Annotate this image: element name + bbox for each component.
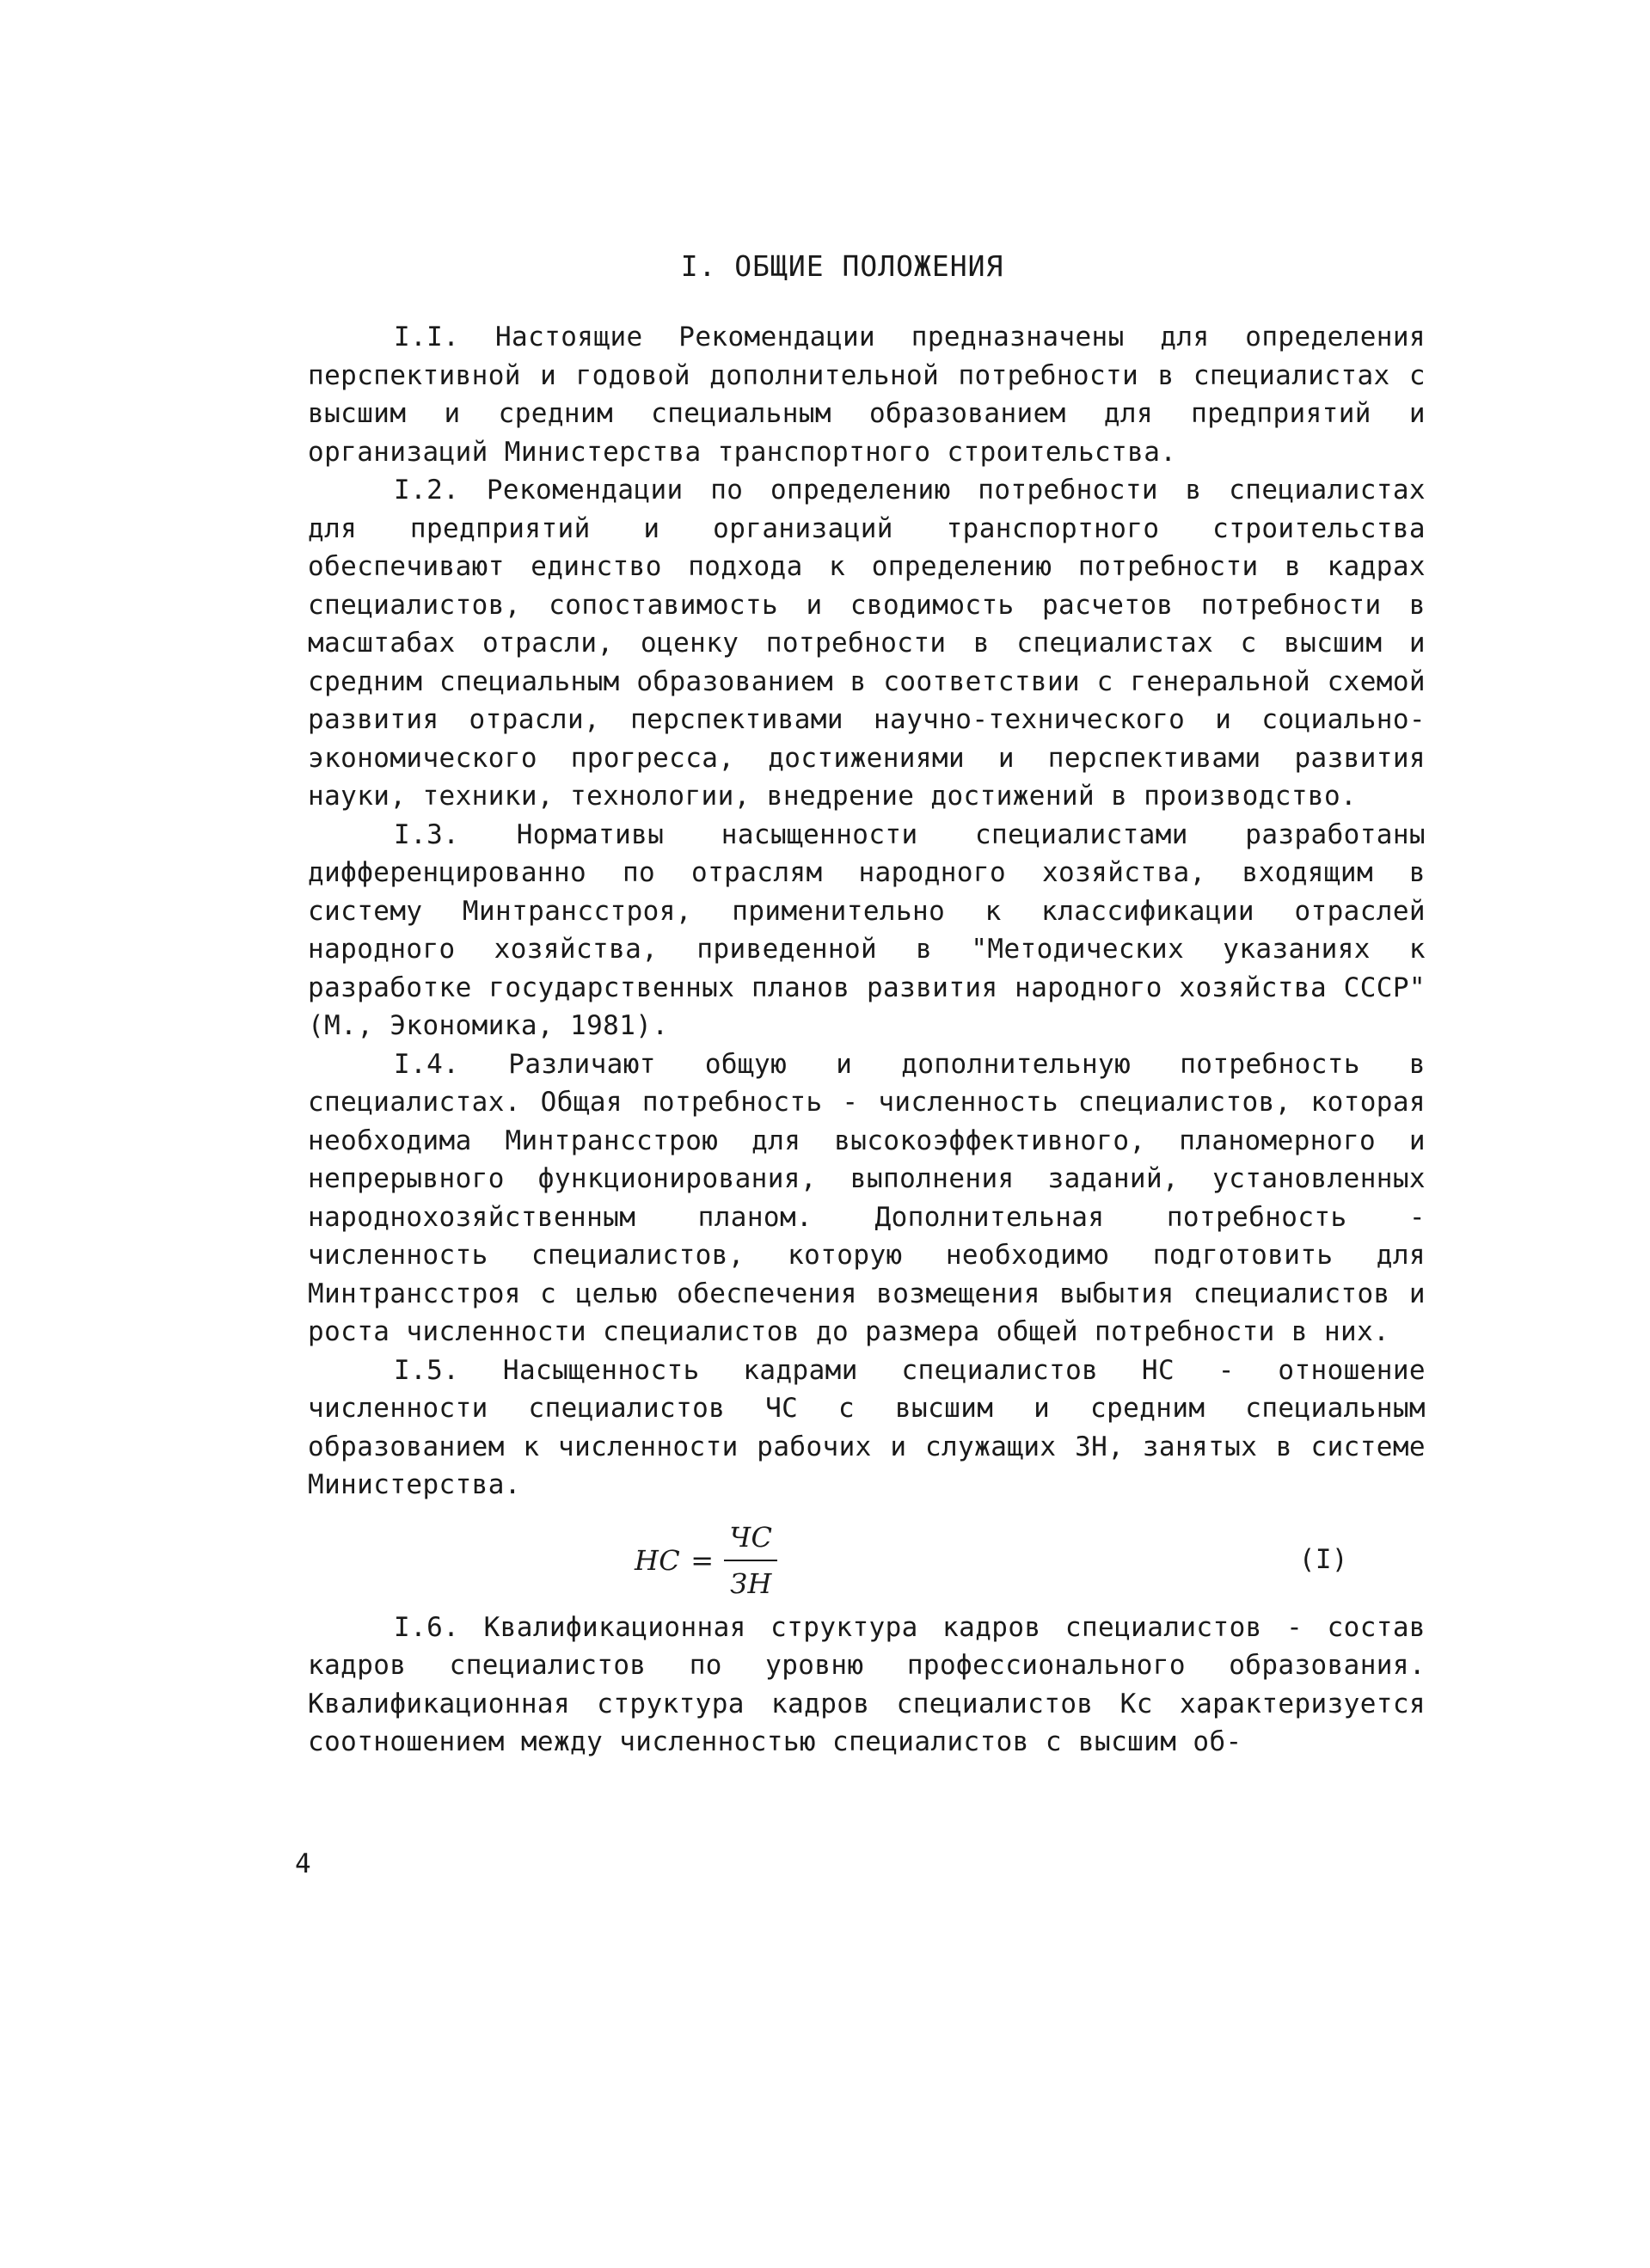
- paragraph-1-2: I.2. Рекомендации по определению потребности в специалистах для предприятий и организаций транспортного строительства обеспечивают единство подхода к определению потребности в кадрах специалистов, сопоставимость и сводимость расчетов потребности в масштабах отрасли, оценку потребности в специалистах с высшим и средним специальным образованием в соответствии с генеральной схемой развития отрасли, перспективами научно-технического и социально-экономического прогресса, достижениями и перспективами развития науки, техники, технологии, внедрение достижений в производство.: [308, 475, 1426, 812]
- paragraph-1-1: I.I. Настоящие Рекомендации предназначены для определения перспективной и годовой дополнительной потребности в специалистах с высшим и средним специальным образованием для предприятий и организаций Министерства транспортного строительства.: [308, 322, 1426, 468]
- section-heading: I. ОБЩИЕ ПОЛОЖЕНИЯ: [680, 249, 1004, 283]
- paragraph-1-3: I.3. Нормативы насыщенности специалистами разработаны дифференцированно по отраслям народного хозяйства, входящим в систему Минтрансстроя, применительно к классификации отраслей народного хозяйства, приведенной в "Методических указаниях к разработке государственных планов развития народного хозяйства СССР" (М., Экономика, 1981).: [308, 818, 1426, 1041]
- formula-block: [308, 1508, 1426, 1607]
- paragraph-1-5: I.5. Насыщенность кадрами специалистов НС - отношение численности специалистов ЧС с высшим и средним специальным образованием к численности рабочих и служащих ЗН, занятых в системе Министерства.: [308, 1354, 1426, 1500]
- formula-fraction: [724, 1518, 777, 1603]
- formula: [635, 1518, 777, 1603]
- paragraph-1-4: I.4. Различают общую и дополнительную потребность в специалистах. Общая потребность - численность специалистов, которая необходима Минтрансстрою для высокоэффективного, планомерного и непрерывного функционирования, выполнения заданий, установленных народнохозяйственным планом. Дополнительная потребность - численность специалистов, которую необходимо подготовить для Минтрансстроя с целью обеспечения возмещения выбытия специалистов и роста численности специалистов до размера общей потребности в них.: [308, 1048, 1426, 1347]
- formula-denominator: ЗН: [730, 1567, 772, 1600]
- formula-numerator: ЧС: [724, 1518, 777, 1562]
- body-text: [308, 318, 1426, 1762]
- formula-lhs: НС: [635, 1543, 681, 1577]
- paragraph-1-6: I.6. Квалификационная структура кадров специалистов - состав кадров специалистов по уровню профессионального образования. Квалификационная структура кадров специалистов Кс характеризуется соотношением между численностью специалистов с высшим об-: [308, 1611, 1426, 1757]
- equation-number: (I): [1298, 1543, 1348, 1575]
- formula-equals: =: [690, 1543, 715, 1577]
- page-number: 4: [295, 1848, 311, 1879]
